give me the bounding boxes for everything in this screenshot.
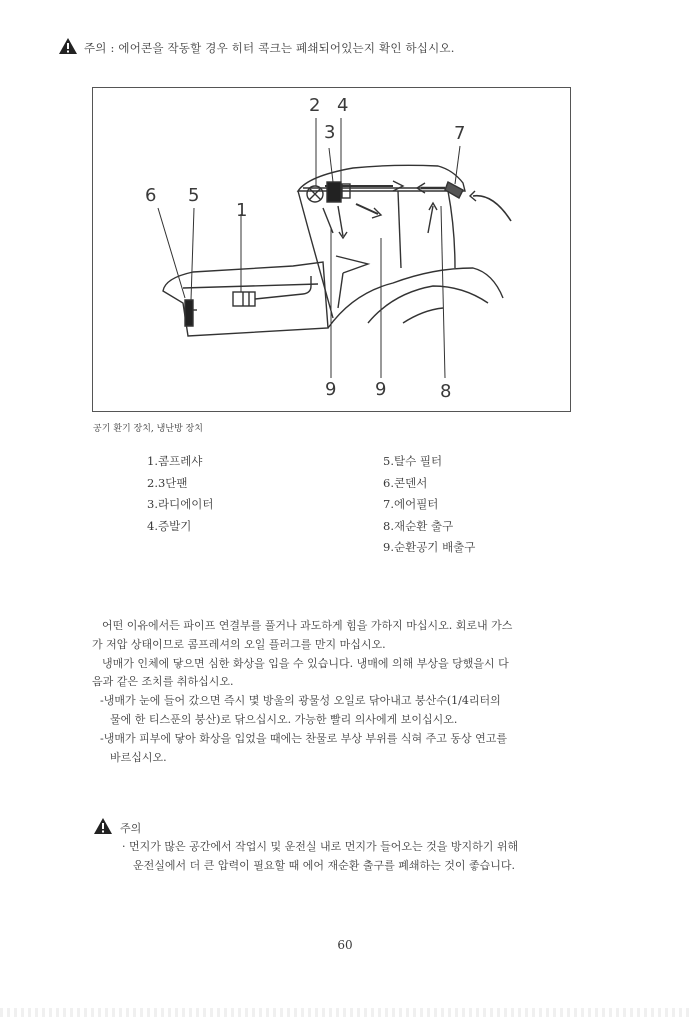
air-conditioning-diagram [92, 87, 571, 412]
callout-3: 3 [324, 122, 336, 143]
bullet-line: 물에 한 티스푼의 붕산)로 닦으십시오. 가능한 빨리 의사에게 보이십시오. [110, 712, 458, 726]
bullet-line: -냉매가 피부에 닿아 화상을 입었을 때에는 찬물로 부상 부위를 식혀 주고 동상 연고를 [100, 731, 507, 745]
legend-item: 3.라디에이터 [147, 497, 214, 511]
callout-9b: 9 [375, 379, 387, 400]
legend-right [383, 451, 475, 559]
scan-edge-noise [0, 1008, 690, 1017]
body-text [92, 617, 572, 767]
page-number: 60 [337, 938, 353, 952]
legend-item: 6.콘덴서 [383, 475, 428, 490]
legend-item: 1.콤프레샤 [147, 454, 203, 468]
callout-9a: 9 [325, 379, 337, 400]
caution-title: 주의 [120, 822, 142, 835]
air-filter-drawing [445, 182, 463, 198]
legend-left [147, 451, 214, 537]
warning-icon [58, 37, 78, 55]
paragraph-line: 음과 같은 조치를 취하십시오. [92, 675, 234, 689]
bullet-line: 바르십시오. [110, 750, 167, 764]
legend-item: 5.탈수 필터 [383, 454, 443, 468]
warning-icon [93, 817, 113, 835]
evaporator-drawing [327, 182, 341, 202]
legend-item: 8.재순환 출구 [383, 518, 454, 533]
paragraph-line: 가 저압 상태이므로 콤프레셔의 오일 플러그를 만지 마십시오. [92, 637, 386, 651]
callout-4: 4 [337, 95, 349, 116]
rear-fender [328, 268, 503, 328]
compressor-drawing [233, 292, 255, 306]
callout-2: 2 [309, 95, 321, 116]
caution-line: 운전실에서 더 큰 압력이 필요할 때 에어 재순환 출구를 폐쇄하는 것이 좋습니다. [133, 859, 515, 872]
top-caution-text: 주의 : 에어콘을 작동할 경우 히터 콕크는 폐쇄되어있는지 확인 하십시오. [84, 41, 455, 55]
legend-item: 4.증발기 [147, 518, 192, 533]
bullet-line: -냉매가 눈에 들어 갔으면 즉시 몇 방울의 광물성 오일로 닦아내고 붕산수(1/4리터의 [100, 694, 501, 708]
diagram-caption: 공기 환기 장치, 냉난방 장치 [93, 424, 203, 434]
paragraph-line: 냉매가 인체에 닿으면 심한 화상을 입을 수 있습니다. 냉매에 의해 부상을 당했을시 다 [102, 656, 509, 670]
callout-7: 7 [454, 123, 466, 144]
condenser-drawing [185, 300, 193, 326]
callout-6: 6 [145, 185, 157, 206]
callout-1: 1 [236, 200, 248, 221]
callout-5: 5 [188, 185, 200, 206]
legend-item: 7.에어필터 [383, 497, 439, 511]
callout-8: 8 [440, 381, 452, 402]
legend-item: 2.3단팬 [147, 475, 188, 490]
paragraph-line: 어떤 이유에서든 파이프 연결부를 풀거나 과도하게 힘을 가하지 마십시오. 회로내 가스 [102, 619, 513, 632]
caution-line: · 먼지가 많은 공간에서 작업시 및 운전실 내로 먼지가 들어오는 것을 방지하기 위해 [122, 840, 519, 853]
legend-item: 9.순환공기 배출구 [383, 540, 476, 554]
